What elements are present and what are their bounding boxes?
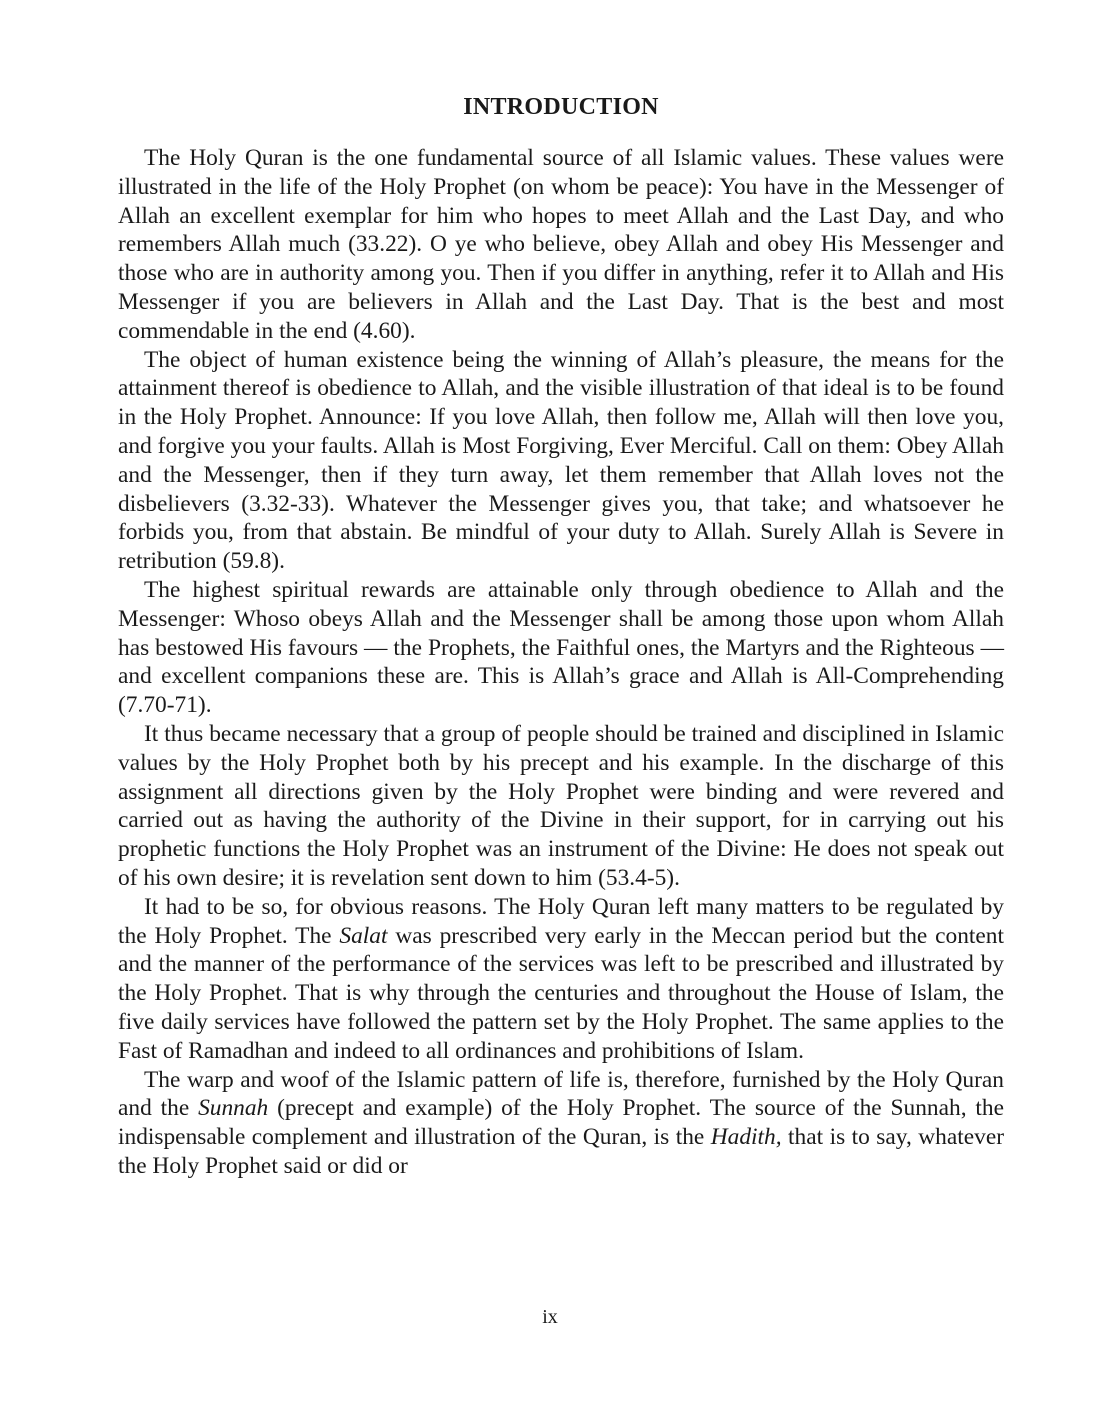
paragraph-text: It thus became necessary that a group of people should be trained and disciplined in Islamic values by the Holy Prophet both by his precept and his example. In the discharge of this assignment all directions given by the Holy Prophet were binding and were revered and carried out as having the authority of the Divine in their support, for in carrying out his prophetic functions the Holy Prophet was an instrument of the Divine: He does not speak out of his own desire; it is revelation sent down to him (53.4-5). (118, 720, 1004, 891)
page-number: ix (542, 1306, 558, 1328)
italic-term-sunnah: Sunnah (198, 1095, 269, 1122)
paragraph-text: The warp and woof of the Islamic pattern of life is, therefore, furnished by the Holy Quran and the (118, 1066, 1004, 1122)
paragraph-text: The Holy Quran is the one fundamental source of all Islamic values. These values were illustrated in the life of the Holy Prophet (on whom be peace): You have in the Messenger of Allah an excellent exemplar for him who hopes to meet Allah and the Last Day, and who remembers Allah much (33.22). O ye who believe, obey Allah and obey His Messenger and those who are in authority among you. Then if you differ in anything, refer it to Allah and His Messenger if you are believers in Allah and the Last Day. That is the best and most commendable in the end (4.60). (118, 145, 1004, 344)
paragraph-text: The object of human existence being the winning of Allah’s pleasure, the means for the attainment thereof is obedience to Allah, and the visible illustration of that ideal is to be found in the Holy Prophet. Announce: If you love Allah, then follow me, Allah will then love you, and forgive you your faults. Allah is Most Forgiving, Ever Merciful. Call on them: Obey Allah and the Messenger, then if they turn away, let them remember that Allah loves not the disbelievers (3.32-33). Whatever the Messenger gives you, that take; and whatsoever he forbids you, from that abstain. Be mindful of your duty to Allah. Surely Allah is Severe in retribution (59.8). (118, 346, 1004, 575)
paragraph-text: was prescribed very early in the Meccan period but the content and the manner of the performance of the services was left to be prescribed and illustrated by the Holy Prophet. That is why through the centuries and throughout the House of Islam, the five daily services have followed the pattern set by the Holy Prophet. The same applies to the Fast of Ramadhan and indeed to all ordinances and prohibitions of Islam. (118, 922, 1004, 1064)
paragraph-6 (118, 1066, 1004, 1181)
paragraph-text: It had to be so, for obvious reasons. The Holy Quran left many matters to be regulated by the Holy Prophet. The (118, 893, 1004, 949)
page-heading: INTRODUCTION (463, 94, 659, 120)
paragraph-4 (118, 720, 1004, 893)
paragraph-text: The highest spiritual rewards are attainable only through obedience to Allah and the Messenger: Whoso obeys Allah and the Messenger shall be among those upon whom Allah has bestowed His favours — the Prophets, the Faithful ones, the Martyrs and the Righteous — and excellent companions these are. This is Allah’s grace and Allah is All-Comprehending (7.70-71). (118, 576, 1004, 719)
paragraph-text: (precept and example) of the Holy Prophet. The source of the Sunnah, the indispensable complement and illustration of the Quran, is the (118, 1095, 1004, 1151)
document-page (118, 92, 1004, 1181)
italic-term-salat: Salat (339, 922, 388, 949)
paragraph-2 (118, 346, 1004, 576)
paragraph-3 (118, 576, 1004, 720)
paragraph-text: that is to say, whatever the Holy Prophet said or did or (118, 1124, 1004, 1179)
italic-term-hadith: Hadith, (710, 1124, 782, 1151)
paragraph-5 (118, 893, 1004, 1066)
paragraph-1 (118, 144, 1004, 346)
